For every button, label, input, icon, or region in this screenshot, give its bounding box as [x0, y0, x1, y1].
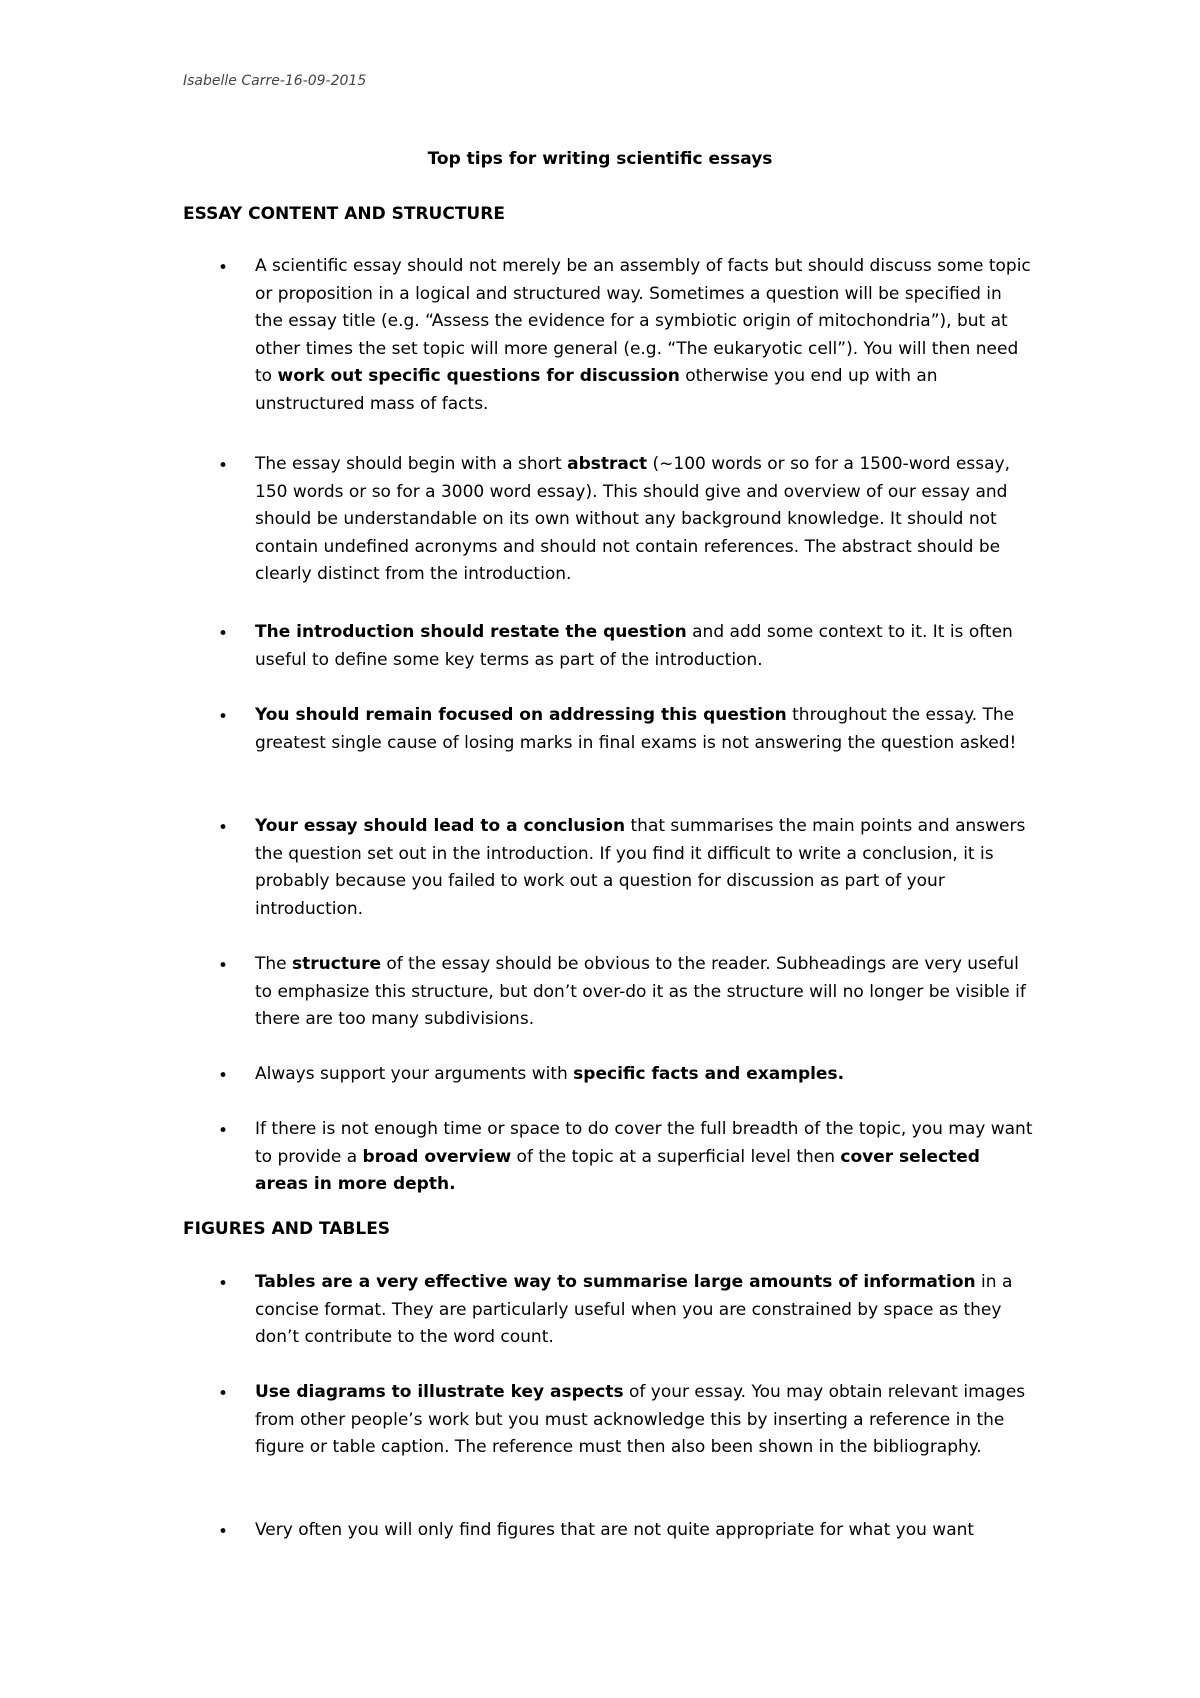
document-title: Top tips for writing scientific essays: [427, 149, 773, 169]
list-item-run: that summarises the main points and answers the question set out in the introduction. If you find it difficult to write a conclusion, it is probably because you failed to work out a question for discussion as part of your introduction.: [255, 816, 1026, 919]
list-item-run: and add some context to it. It is often useful to define some key terms as part of the introduction.: [255, 622, 1013, 670]
list-item: [255, 619, 1035, 674]
bullet-icon: •: [218, 456, 229, 476]
bullet-icon: •: [218, 818, 229, 838]
list-item-run: work out specific questions for discussion: [277, 366, 680, 386]
list-item-run: A scientific essay should not merely be an assembly of facts but should discuss some topic or proposition in a logical and structured way. Sometimes a question will be specified in the essay title (e.g. “Assess the evidence for a symbiotic origin of mitochondria”), but at other times the set topic will more general (e.g. “The eukaryotic cell”). You will then need to: [255, 256, 1031, 386]
list-item-run: Use diagrams to illustrate key aspects: [255, 1382, 624, 1402]
bullet-icon: •: [218, 624, 229, 644]
list-item-run: structure: [292, 954, 381, 974]
bullet-icon: •: [218, 1274, 229, 1294]
list-item-run: Your essay should lead to a conclusion: [255, 816, 626, 836]
list-item: [255, 813, 1035, 923]
list-item-run: broad overview: [362, 1146, 512, 1167]
list-item-run: Always support your arguments with: [255, 1064, 574, 1084]
list-item: [255, 253, 1035, 418]
section-heading-essay-content: ESSAY CONTENT AND STRUCTURE: [183, 204, 505, 224]
bullet-icon: •: [218, 707, 229, 727]
list-item-run: If there is not enough time or space to do cover the full breadth of the topic, you may want to provide a: [255, 1119, 1033, 1167]
bullet-icon: •: [218, 1121, 229, 1141]
list-item-run: in a concise format. They are particularly useful when you are constrained by space as they don’t contribute to the word count.: [255, 1272, 1013, 1347]
list-item-run: otherwise you end up with an unstructured mass of facts.: [255, 366, 938, 414]
list-item-run: specific facts and examples.: [573, 1064, 845, 1084]
list-item-run: Very often you will only find figures that are not quite appropriate for what you want: [255, 1520, 975, 1540]
list-item-run: of your essay. You may obtain relevant images from other people’s work but you must acknowledge this by inserting a reference in the figure or table caption. The reference must then also been shown in the bibliography.: [255, 1382, 1026, 1457]
list-item-run: The introduction should restate the question: [255, 622, 687, 642]
list-item: [255, 1517, 1035, 1545]
bullet-icon: •: [218, 1384, 229, 1404]
list-item-run: of the topic at a superficial level then: [511, 1146, 841, 1167]
list-item: [255, 951, 1035, 1034]
list-item-run: The: [255, 954, 293, 974]
list-item-run: of the essay should be obvious to the reader. Subheadings are very useful to emphasize this structure, but don’t over-do it as the structure will no longer be visible if there are too many subdivisions.: [255, 954, 1026, 1029]
bullet-icon: •: [218, 1522, 229, 1542]
list-item-run: cover selected areas in more depth.: [255, 1146, 980, 1194]
list-item: [255, 451, 1035, 589]
list-item: [255, 702, 1035, 757]
list-item-run: abstract: [567, 454, 648, 474]
list-item: [255, 1269, 1035, 1352]
list-item-run: You should remain focused on addressing this question: [255, 705, 787, 725]
author-date-note: Isabelle Carre-16-09-2015: [183, 73, 367, 89]
bullet-icon: •: [218, 956, 229, 976]
list-item: [255, 1379, 1035, 1462]
list-item-run: (~100 words or so for a 1500-word essay, 150 words or so for a 3000 word essay). This should give and overview of our essay and should be understandable on its own without any background knowledge. It should not contain undefined acronyms and should not contain references. The abstract should be clearly distinct from the introduction.: [255, 454, 1010, 584]
list-item-run: The essay should begin with a short: [255, 454, 568, 474]
list-item: [255, 1116, 1035, 1199]
section-heading-figures-tables: FIGURES AND TABLES: [183, 1219, 391, 1239]
bullet-icon: •: [218, 1066, 229, 1086]
list-item: [255, 1061, 1035, 1089]
list-item-run: throughout the essay. The greatest single cause of losing marks in final exams is not answering the question asked!: [255, 705, 1017, 753]
list-item-run: Tables are a very effective way to summarise large amounts of information: [255, 1272, 976, 1292]
bullet-icon: •: [218, 258, 229, 278]
